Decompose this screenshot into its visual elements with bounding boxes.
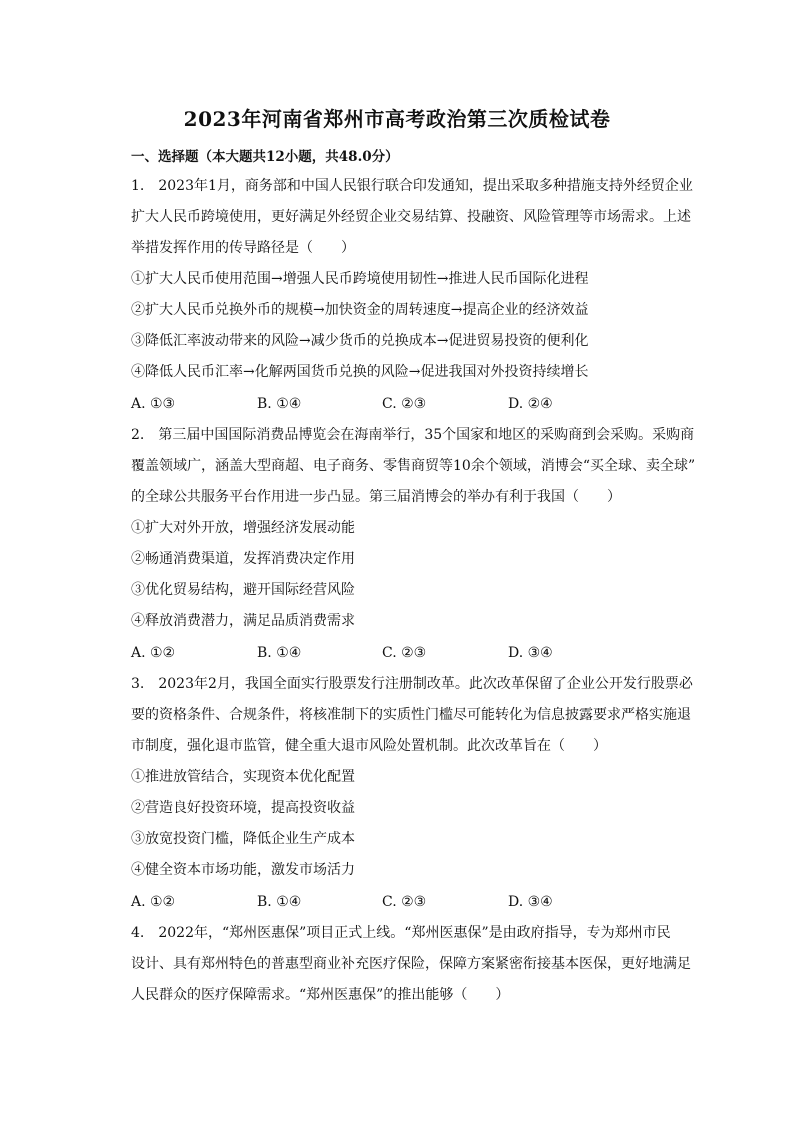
answer-b: B. ①④ bbox=[257, 645, 302, 661]
answer-b: B. ①④ bbox=[257, 894, 302, 910]
question-1-line-1: 1. 2023年1月，商务部和中国人民银行联合印发通知，提出采取多种措施支持外经贸企业 bbox=[131, 178, 693, 194]
question-1-line-3: 举措发挥作用的传导路径是（ ） bbox=[131, 240, 355, 256]
exam-title: 2023年河南省郑州市高考政治第三次质检试卷 bbox=[183, 107, 611, 131]
question-3-option-4: ④健全资本市场功能，激发市场活力 bbox=[131, 862, 355, 878]
question-2-line-2: 覆盖领域广，涵盖大型商超、电子商务、零售商贸等10余个领域，消博会“买全球、卖全球” bbox=[131, 458, 696, 474]
answer-a: A. ①③ bbox=[131, 396, 176, 412]
question-1-option-4: ④降低人民币汇率→化解两国货币兑换的风险→促进我国对外投资持续增长 bbox=[131, 364, 589, 380]
question-4-line-3: 人民群众的医疗保障需求。“郑州医惠保”的推出能够（ ） bbox=[131, 987, 510, 1003]
question-3-line-3: 市制度，强化退市监管，健全重大退市风险处置机制。此次改革旨在（ ） bbox=[131, 738, 607, 754]
answer-a: A. ①② bbox=[131, 645, 176, 661]
question-3-option-1: ①推进放管结合，实现资本优化配置 bbox=[131, 769, 355, 785]
answer-d: D. ③④ bbox=[508, 894, 553, 910]
question-2-line-3: 的全球公共服务平台作用进一步凸显。第三届消博会的举办有利于我国（ ） bbox=[131, 489, 621, 505]
question-2-line-1: 2. 第三届中国国际消费品博览会在海南举行，35个国家和地区的采购商到会采购。采购商 bbox=[131, 427, 695, 443]
question-2-option-2: ②畅通消费渠道，发挥消费决定作用 bbox=[131, 551, 355, 567]
answer-c: C. ②③ bbox=[382, 645, 427, 661]
section-heading: 一、选择题（本大题共12小题，共48.0分） bbox=[131, 149, 399, 165]
question-1-option-3: ③降低汇率波动带来的风险→减少货币的兑换成本→促进贸易投资的便利化 bbox=[131, 333, 589, 349]
answer-c: C. ②③ bbox=[382, 396, 427, 412]
question-1-option-1: ①扩大人民币使用范围→增强人民币跨境使用韧性→推进人民币国际化进程 bbox=[131, 271, 589, 287]
question-1-option-2: ②扩大人民币兑换外币的规模→加快资金的周转速度→提高企业的经济效益 bbox=[131, 302, 589, 318]
question-3-line-1: 3. 2023年2月，我国全面实行股票发行注册制改革。此次改革保留了企业公开发行股票必 bbox=[131, 676, 693, 692]
answer-c: C. ②③ bbox=[382, 894, 427, 910]
answer-b: B. ①④ bbox=[257, 396, 302, 412]
answer-d: D. ③④ bbox=[508, 645, 553, 661]
question-4-line-1: 4. 2022年，“郑州医惠保”项目正式上线。“郑州医惠保”是由政府指导，专为郑州市民 bbox=[131, 925, 671, 941]
question-2-option-4: ④释放消费潜力，满足品质消费需求 bbox=[131, 613, 355, 629]
question-3-option-3: ③放宽投资门槛，降低企业生产成本 bbox=[131, 831, 355, 847]
question-3-option-2: ②营造良好投资环境，提高投资收益 bbox=[131, 800, 355, 816]
question-3-line-2: 要的资格条件、合规条件，将核准制下的实质性门槛尽可能转化为信息披露要求严格实施退 bbox=[131, 707, 691, 723]
answer-a: A. ①② bbox=[131, 894, 176, 910]
question-4-line-2: 设计、具有郑州特色的普惠型商业补充医疗保险，保障方案紧密衔接基本医保，更好地满足 bbox=[131, 956, 691, 972]
question-1-line-2: 扩大人民币跨境使用，更好满足外经贸企业交易结算、投融资、风险管理等市场需求。上述 bbox=[131, 209, 691, 225]
question-2-option-3: ③优化贸易结构，避开国际经营风险 bbox=[131, 582, 355, 598]
question-2-option-1: ①扩大对外开放，增强经济发展动能 bbox=[131, 520, 355, 536]
answer-d: D. ②④ bbox=[508, 396, 553, 412]
